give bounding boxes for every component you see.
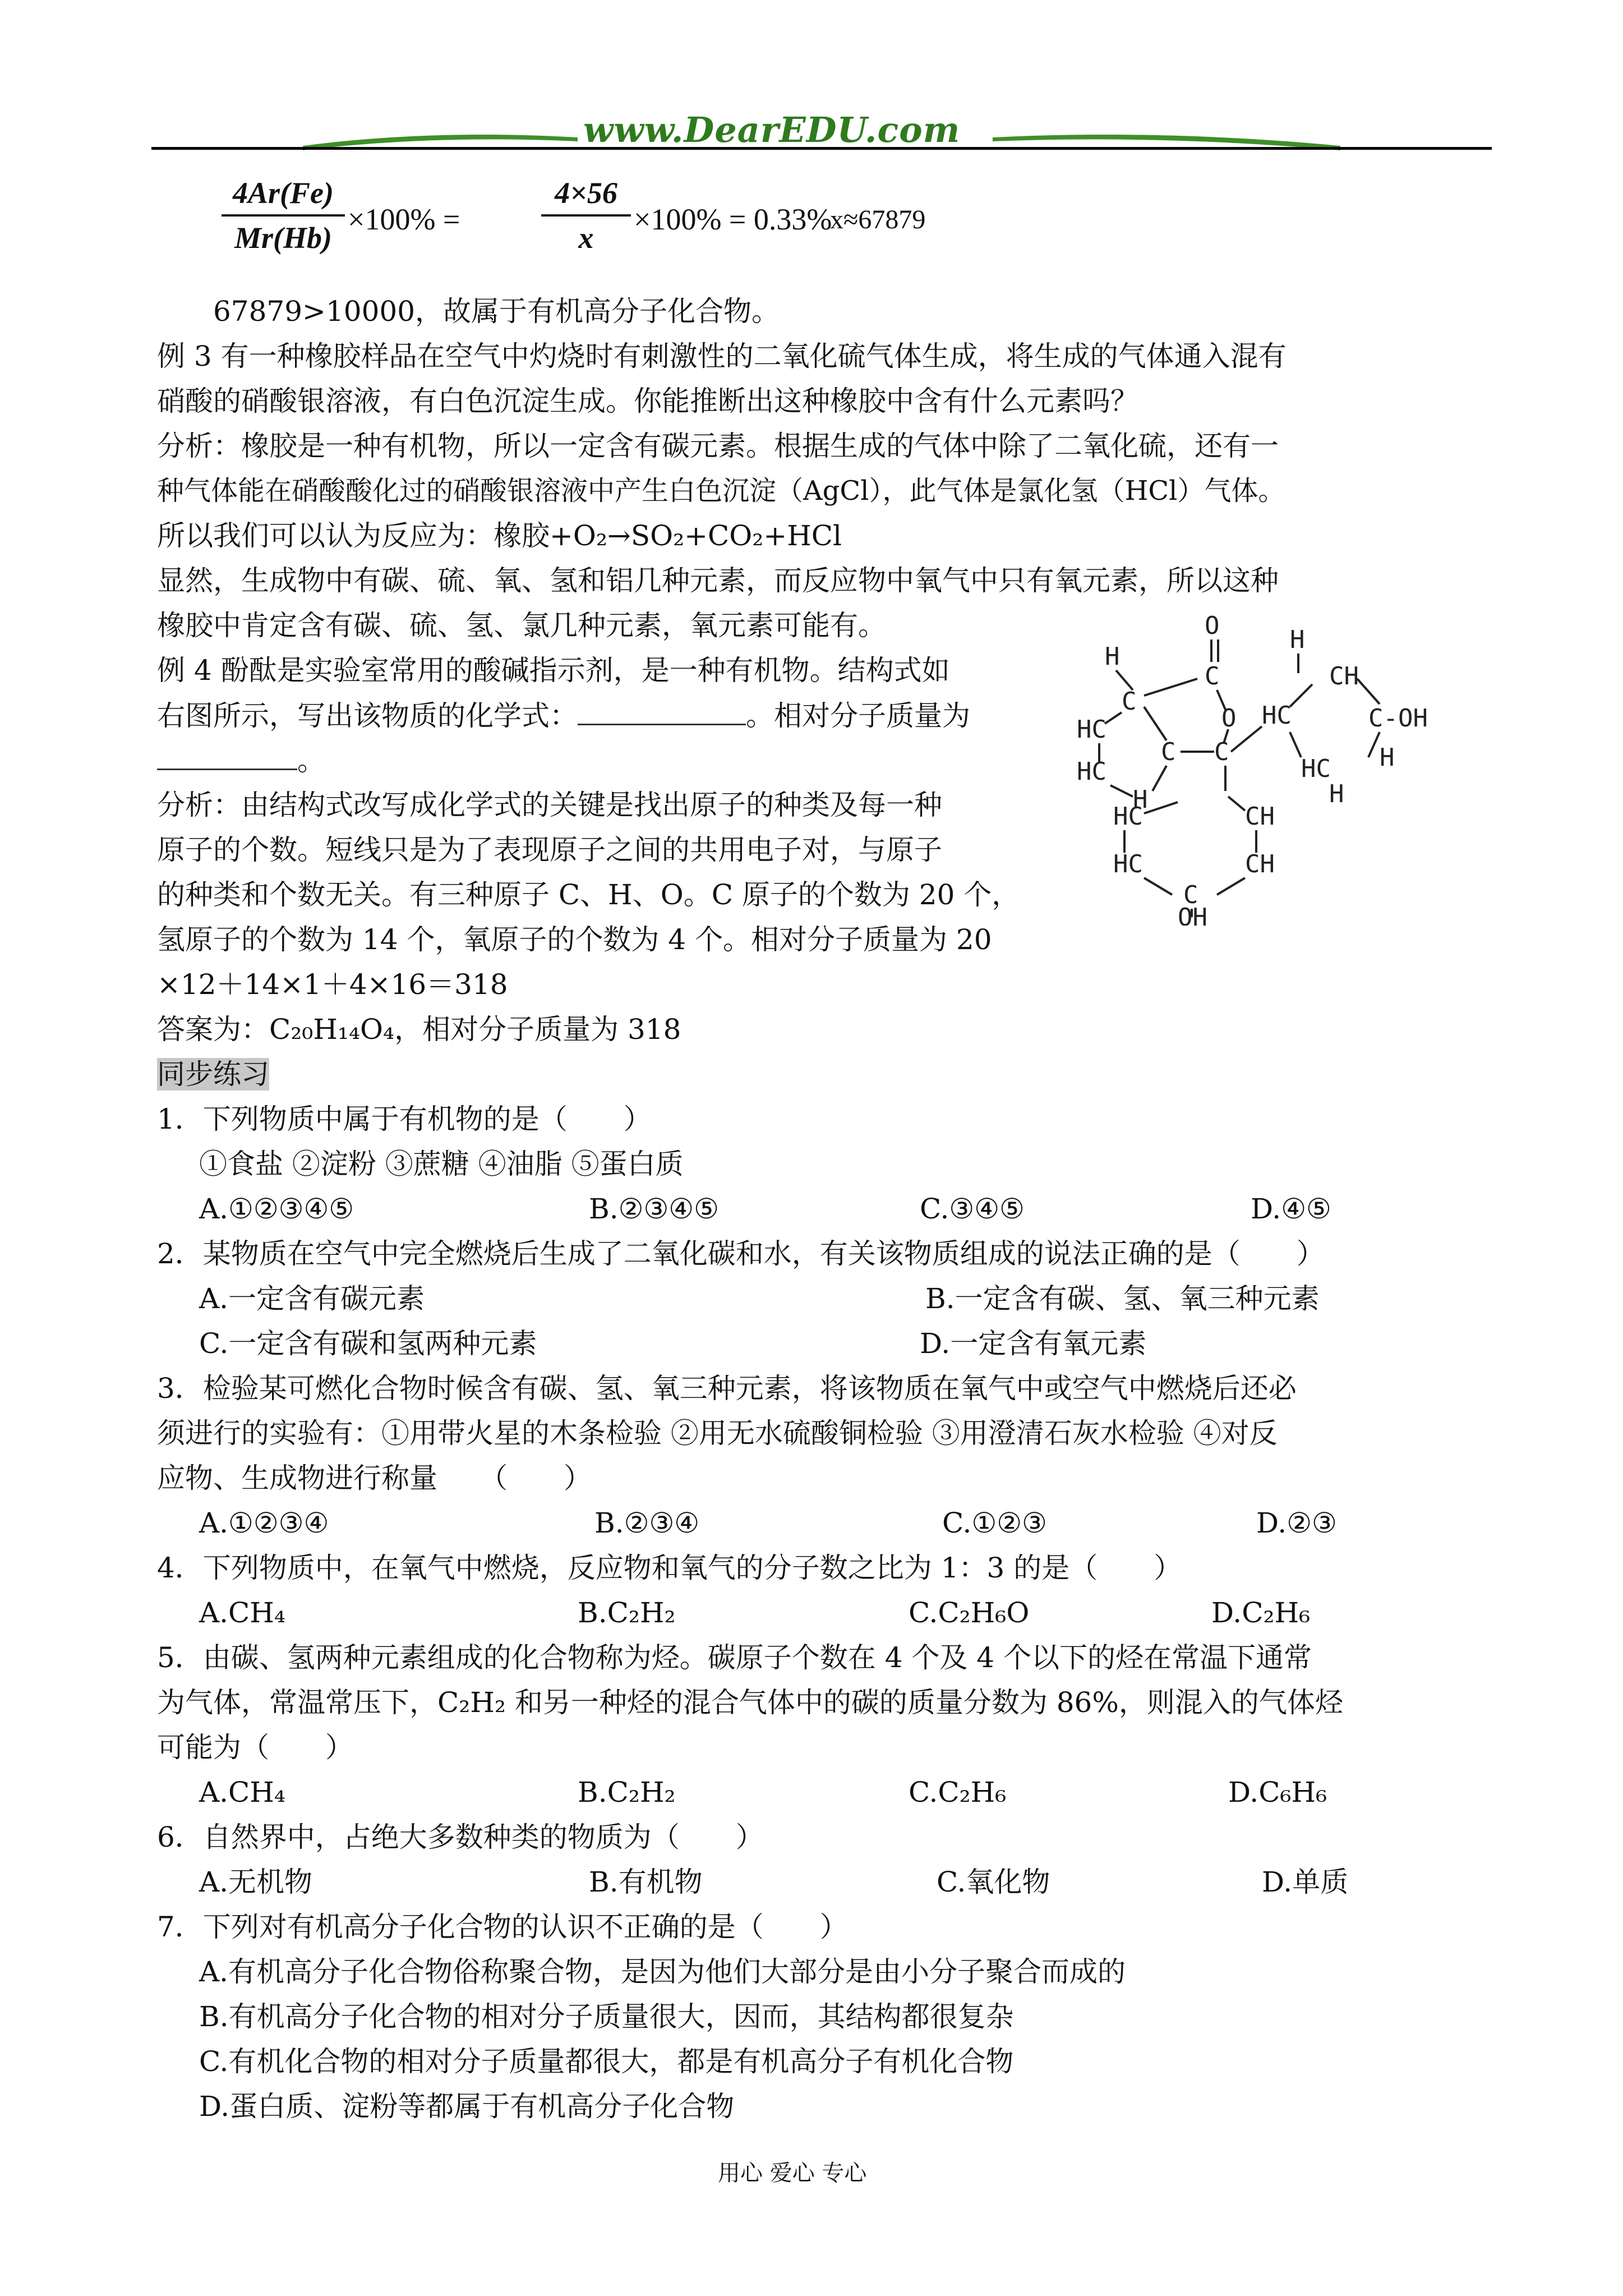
fraction-1 [222, 174, 345, 257]
struct-atom: CH [1245, 802, 1275, 831]
struct-atom: HC [1301, 754, 1331, 783]
struct-atom: HC [1077, 757, 1106, 786]
fraction-1-denominator: Mr(Hb) [234, 221, 332, 255]
question-6: 6．自然界中，占绝大多数种类的物质为（ ） [157, 1821, 764, 1853]
struct-atom: C [1122, 687, 1137, 716]
question-3: 3．检验某可燃化合物时候含有碳、氢、氧三种元素，将该物质在氧气中或空气中燃烧后还必 [157, 1372, 1297, 1405]
option-a[interactable]: A.CH₄ [199, 1596, 285, 1629]
option-b[interactable]: B.有机高分子化合物的相对分子质量很大，因而，其结构都很复杂 [199, 2000, 1014, 2033]
struct-atom: O [1221, 704, 1237, 733]
option-c[interactable]: C.C₂H₆ [909, 1776, 1007, 1809]
struct-atom: HC [1077, 715, 1106, 744]
text-line: 种气体能在硝酸酸化过的硝酸银溶液中产生白色沉淀（AgCl），此气体是氯化氢（HCl）气体。 [157, 475, 1285, 507]
option-c[interactable]: C.C₂H₆O [909, 1596, 1030, 1629]
struct-atom: HC [1113, 802, 1143, 831]
struct-atom: H [1105, 642, 1120, 671]
option-b[interactable]: B.②③④ [594, 1507, 700, 1539]
fraction-2-numerator: 4×56 [555, 176, 617, 210]
section-title [157, 1055, 269, 1094]
equation-times-2: ×100% = 0.33% [634, 203, 832, 236]
option-b[interactable]: B.一定含有碳、氢、氧三种元素 [925, 1282, 1320, 1315]
option-c[interactable]: C.一定含有碳和氢两种元素 [199, 1327, 537, 1360]
text-line: 分析：橡胶是一种有机物，所以一定含有碳元素。根据生成的气体中除了二氧化硫，还有一 [157, 430, 1279, 462]
struct-atom: C [1214, 738, 1229, 766]
option-a[interactable]: A.①②③④⑤ [199, 1193, 354, 1225]
text-line: 氢原子的个数为 14 个，氧原子的个数为 4 个。相对分子质量为 20 [157, 923, 992, 956]
option-a[interactable]: A.CH₄ [199, 1776, 285, 1809]
struct-atom: O [1205, 611, 1220, 640]
equation-approx: x≈67879 [830, 205, 926, 234]
text-fragment: 右图所示，写出该物质的化学式： [157, 700, 578, 732]
option-d[interactable]: D.单质 [1262, 1866, 1349, 1898]
text-line: 分析：由结构式改写成化学式的关键是找出原子的种类及每一种 [157, 789, 942, 821]
question-2: 2．某物质在空气中完全燃烧后生成了二氧化碳和水，有关该物质组成的说法正确的是（ ） [157, 1237, 1325, 1270]
question-3-line-3: 应物、生成物进行称量 （ ） [157, 1462, 592, 1494]
option-b[interactable]: B.②③④⑤ [589, 1193, 719, 1225]
option-d[interactable]: D.蛋白质、淀粉等都属于有机高分子化合物 [199, 2090, 735, 2123]
question-7: 7．下列对有机高分子化合物的认识不正确的是（ ） [157, 1911, 848, 1943]
header-site-logo[interactable]: www.DearEDU.com [583, 109, 961, 150]
text-line: 橡胶中肯定含有碳、硫、氢、氯几种元素，氧元素可能有。 [157, 609, 886, 642]
question-3-line-2: 须进行的实验有：①用带火星的木条检验 ②用无水硫酸铜检验 ③用澄清石灰水检验 ④对反 [157, 1417, 1278, 1450]
fraction-2 [541, 174, 631, 257]
question-1-items: ①食盐 ②淀粉 ③蔗糖 ④油脂 ⑤蛋白质 [199, 1148, 684, 1180]
text-line: 答案为：C₂₀H₁₄O₄，相对分子质量为 318 [157, 1013, 681, 1046]
text-line: 所以我们可以认为反应为：橡胶+O₂→SO₂+CO₂+HCl [157, 519, 842, 552]
option-d[interactable]: D.④⑤ [1251, 1193, 1331, 1225]
struct-atom: CH [1329, 662, 1359, 691]
struct-atom: OH [1178, 903, 1207, 926]
option-a[interactable]: A.无机物 [199, 1866, 313, 1898]
page-footer: 用心 爱心 专心 [718, 2160, 867, 2186]
option-d[interactable]: D.②③ [1256, 1507, 1337, 1539]
question-1: 1．下列物质中属于有机物的是（ ） [157, 1103, 652, 1135]
option-d[interactable]: D.C₂H₆ [1211, 1596, 1311, 1629]
text-line: 原子的个数。短线只是为了表现原子之间的共用电子对，与原子 [157, 834, 942, 866]
text-line: ×12＋14×1＋4×16＝318 [157, 968, 508, 1001]
struct-atom: H [1329, 780, 1344, 808]
option-c[interactable]: C.①②③ [942, 1507, 1047, 1539]
option-c[interactable]: C.③④⑤ [920, 1193, 1025, 1225]
option-b[interactable]: B.有机物 [589, 1866, 703, 1898]
question-5: 5．由碳、氢两种元素组成的化合物称为烃。碳原子个数在 4 个及 4 个以下的烃在常温下通常 [157, 1641, 1312, 1674]
struct-atom: H [1290, 625, 1305, 654]
text-fragment: 。相对分子质量为 [746, 700, 970, 732]
text-line: 例 4 酚酞是实验室常用的酸碱指示剂，是一种有机物。结构式如 [157, 654, 950, 687]
question-5-line-2: 为气体，常温常压下，C₂H₂ 和另一种烃的混合气体中的碳的质量分数为 86%，则混入的气体烃 [157, 1686, 1343, 1719]
option-a[interactable]: A.有机高分子化合物俗称聚合物，是因为他们大部分是由小分子聚合而成的 [199, 1955, 1126, 1988]
option-b[interactable]: B.C₂H₂ [578, 1596, 676, 1629]
text-line [157, 696, 970, 735]
struct-atom: C [1205, 662, 1220, 691]
struct-atom: C [1161, 738, 1176, 766]
option-a[interactable]: A.①②③④ [199, 1507, 329, 1539]
answer-blank-mass[interactable] [157, 740, 297, 770]
text-line: 例 3 有一种橡胶样品在空气中灼烧时有刺激性的二氧化硫气体生成，将生成的气体通入混有 [157, 340, 1287, 372]
option-a[interactable]: A.一定含有碳元素 [199, 1282, 425, 1315]
option-d[interactable]: D.一定含有氧元素 [920, 1327, 1147, 1360]
text-line: 硝酸的硝酸银溶液，有白色沉淀生成。你能推断出这种橡胶中含有什么元素吗？ [157, 385, 1138, 417]
option-c[interactable]: C.氧化物 [937, 1866, 1050, 1898]
struct-atom: H [1133, 785, 1148, 814]
equation-times-1: ×100% = [348, 203, 460, 236]
struct-atom: HC [1113, 850, 1143, 878]
option-c[interactable]: C.有机化合物的相对分子质量都很大，都是有机高分子有机化合物 [199, 2045, 1014, 2078]
question-4: 4．下列物质中，在氧气中燃烧，反应物和氧气的分子数之比为 1：3 的是（ ） [157, 1552, 1182, 1584]
option-b[interactable]: B.C₂H₂ [578, 1776, 676, 1809]
struct-atom: CH [1245, 850, 1275, 878]
section-title-text: 同步练习 [157, 1058, 269, 1091]
text-line: 67879>10000，故属于有机高分子化合物。 [213, 295, 780, 328]
text-line [157, 740, 325, 780]
struct-atom: H [1380, 743, 1395, 772]
text-fragment: 。 [297, 744, 325, 777]
fraction-1-numerator: 4Ar(Fe) [233, 176, 334, 210]
phenolphthalein-structure [1077, 611, 1469, 926]
option-d[interactable]: D.C₆H₆ [1228, 1776, 1327, 1809]
struct-atom: HC [1262, 701, 1292, 730]
fraction-2-denominator: x [578, 221, 594, 255]
question-5-line-3: 可能为（ ） [157, 1731, 353, 1764]
struct-atom: C-OH [1368, 704, 1428, 733]
text-line: 的种类和个数无关。有三种原子 C、H、O。C 原子的个数为 20 个， [157, 878, 1020, 911]
answer-blank-formula[interactable] [578, 696, 746, 725]
text-line: 显然，生成物中有碳、硫、氧、氢和铝几种元素，而反应物中氧气中只有氧元素，所以这种 [157, 564, 1279, 597]
struct-atom: C [1183, 881, 1198, 909]
hemoglobin-equation [222, 174, 1063, 269]
